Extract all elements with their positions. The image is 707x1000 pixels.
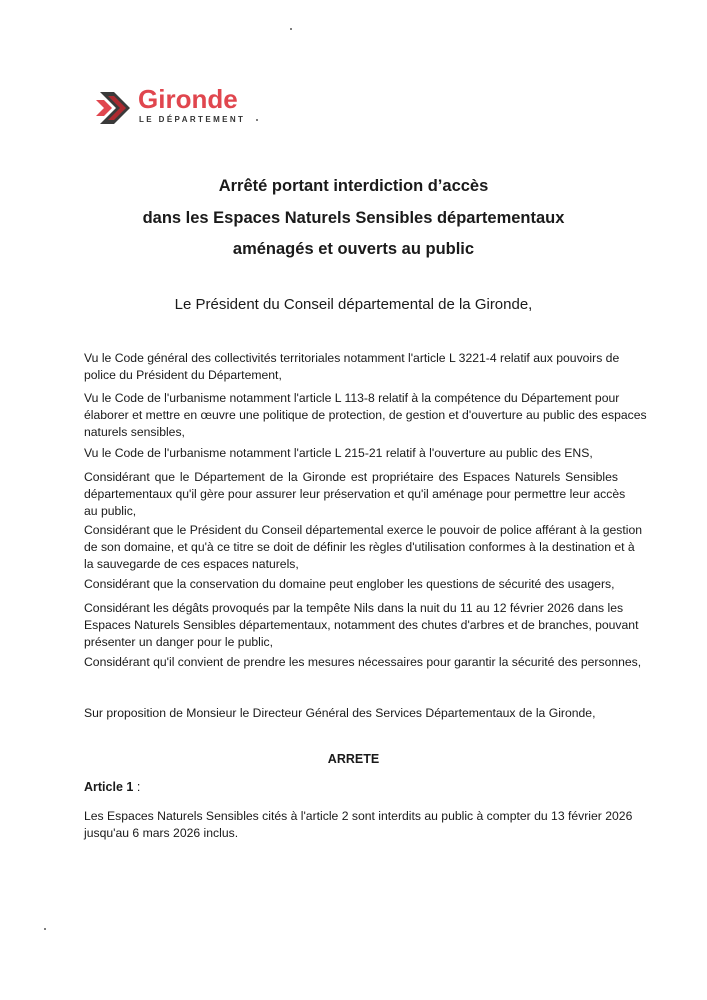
scan-speck	[290, 28, 292, 30]
article-1-body	[84, 808, 633, 842]
considerant-paragraph	[84, 576, 618, 593]
considerant-paragraph	[84, 654, 642, 671]
gironde-logo	[96, 84, 266, 134]
article-1-heading	[84, 780, 140, 794]
text-line: Considérant qu'il convient de prendre les mesures nécessaires pour garantir la sécurité des personnes,	[84, 655, 642, 669]
text-line: police du Président du Département,	[84, 368, 282, 382]
text-line: Espaces Naturels Sensibles départementaux, notamment des chutes d'arbres et de branches, pouvant	[84, 618, 639, 632]
article-1-label: Article 1	[84, 780, 134, 794]
gironde-chevron-icon	[96, 86, 134, 130]
text-line: Considérant les dégâts provoqués par la tempête Nils dans la nuit du 11 au 12 février 2026 dans les	[84, 601, 624, 615]
considerant-paragraph	[84, 600, 639, 651]
text-line: Vu le Code de l'urbanisme notamment l'article L 215-21 relatif à l'ouverture au public des ENS,	[84, 446, 593, 460]
text-line: présenter un danger pour le public,	[84, 635, 274, 649]
article-1-suffix: :	[133, 780, 141, 794]
text-line: de son domaine, et qu'à ce titre se doit de définir les règles d'utilisation conformes à la destination et à	[84, 540, 635, 554]
text-line: Considérant que le Département de la Gironde est propriétaire des Espaces Naturels Sensibles	[84, 470, 618, 484]
text-line: Vu le Code général des collectivités territoriales notamment l'article L 3221-4 relatif aux pouvoirs de	[84, 351, 620, 365]
visa-paragraph	[84, 445, 618, 462]
visa-paragraph	[84, 350, 618, 384]
scan-speck	[256, 119, 258, 121]
text-line: au public,	[84, 504, 137, 518]
text-line: Considérant que la conservation du domaine peut englober les questions de sécurité des usagers,	[84, 577, 615, 591]
title-line-1: Arrêté portant interdiction d’accès	[218, 177, 489, 195]
president-heading: Le Président du Conseil départemental de la Gironde,	[174, 296, 533, 313]
brand-subtitle: LE DÉPARTEMENT	[139, 115, 246, 124]
text-line: Les Espaces Naturels Sensibles cités à l'article 2 sont interdits au public à compter du 13 février 2026	[84, 809, 633, 823]
text-line: départementaux qu'il gère pour assurer leur préservation et qu'il aménage pour permettre leur accès	[84, 487, 626, 501]
text-line: élaborer et mettre en œuvre une politique de protection, de gestion et d'ouverture au public des espaces	[84, 408, 647, 422]
title-line-3: aménagés et ouverts au public	[232, 240, 475, 258]
text-line: Sur proposition de Monsieur le Directeur Général des Services Départementaux de la Gironde,	[84, 706, 596, 720]
text-line: Vu le Code de l'urbanisme notamment l'article L 113-8 relatif à la compétence du Département pour	[84, 391, 620, 405]
text-line: Considérant que le Président du Conseil départemental exerce le pouvoir de police afférant à la gestion	[84, 523, 643, 537]
considerant-paragraph	[84, 522, 643, 573]
brand-name: Gironde	[138, 84, 238, 114]
visa-paragraph	[84, 390, 647, 441]
proposal-paragraph	[84, 705, 618, 722]
considerant-paragraph	[84, 469, 626, 520]
text-line: naturels sensibles,	[84, 425, 185, 439]
text-line: jusqu'au 6 mars 2026 inclus.	[84, 826, 239, 840]
text-line: la sauvegarde de ces espaces naturels,	[84, 557, 299, 571]
scan-speck	[44, 928, 46, 930]
decision-heading: ARRETE	[327, 752, 380, 766]
title-line-2: dans les Espaces Naturels Sensibles départementaux	[142, 209, 565, 227]
